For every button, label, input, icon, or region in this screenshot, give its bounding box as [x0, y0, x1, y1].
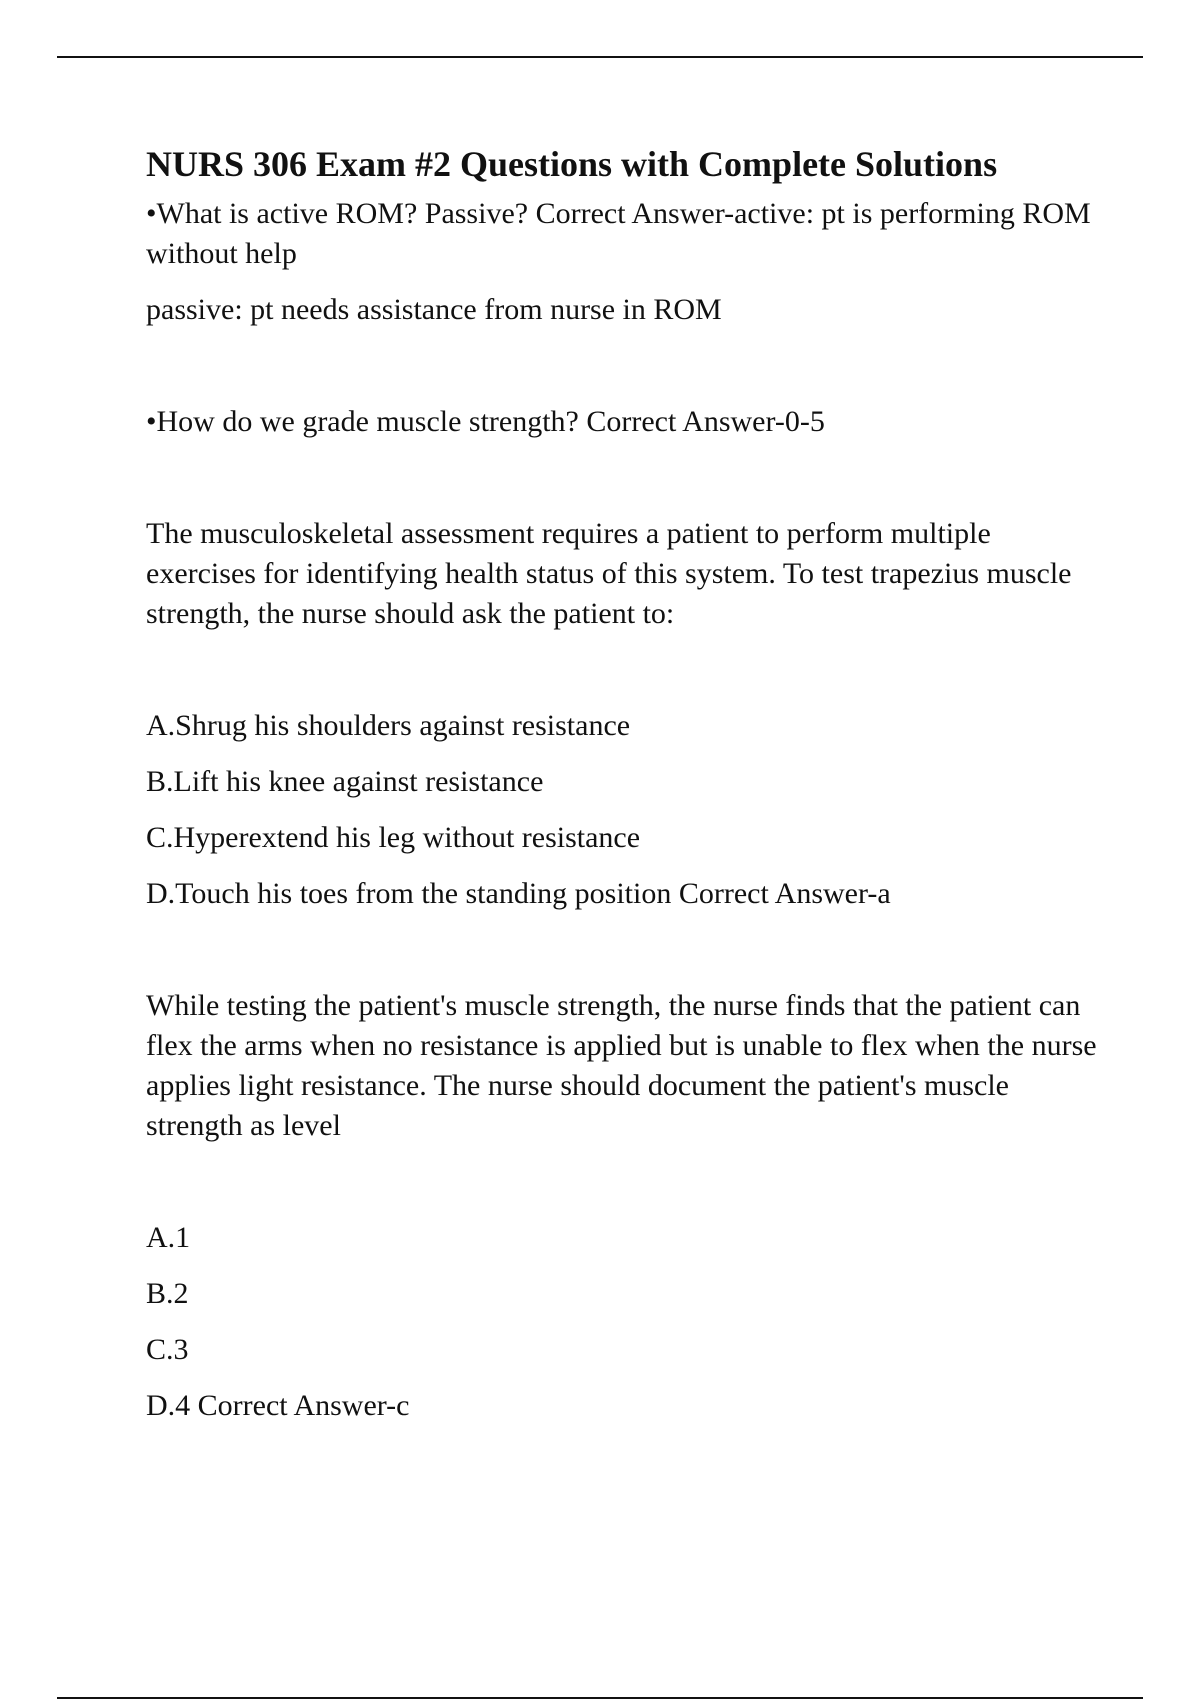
- option-b: B.2: [146, 1277, 189, 1310]
- option-d: D.4 Correct Answer-c: [146, 1389, 410, 1422]
- question-3: [146, 514, 1106, 914]
- footer-rule: [57, 1697, 1143, 1699]
- header-rule: [57, 56, 1143, 58]
- question-3-options: [146, 706, 1106, 914]
- option-d: D.Touch his toes from the standing position Correct Answer-a: [146, 877, 891, 910]
- option-a: A.1: [146, 1221, 191, 1254]
- question-2-text: •How do we grade muscle strength? Correct Answer-0-5: [146, 405, 825, 438]
- option-a: A.Shrug his shoulders against resistance: [146, 709, 631, 742]
- document-body: [146, 140, 1106, 1426]
- option-b: B.Lift his knee against resistance: [146, 765, 544, 798]
- question-2: [146, 402, 1106, 442]
- question-1-text: •What is active ROM? Passive? Correct Answer-active: pt is performing ROM without help: [146, 197, 1091, 270]
- question-4-options: [146, 1218, 1106, 1426]
- document-title: NURS 306 Exam #2 Questions with Complete Solutions: [146, 144, 998, 184]
- question-1: [146, 194, 1106, 330]
- question-4-stem: While testing the patient's muscle strength, the nurse finds that the patient can flex the arms when no resistance is applied but is unable to flex when the nurse applies light resistance. The nurse should document the patient's muscle strength as level: [146, 989, 1097, 1142]
- option-c: C.Hyperextend his leg without resistance: [146, 821, 641, 854]
- option-c: C.3: [146, 1333, 189, 1366]
- question-4: [146, 986, 1106, 1426]
- question-1-continuation: passive: pt needs assistance from nurse in ROM: [146, 293, 722, 326]
- question-3-stem: The musculoskeletal assessment requires a patient to perform multiple exercises for identifying health status of this system. To test trapezius muscle strength, the nurse should ask the patient to:: [146, 517, 1072, 630]
